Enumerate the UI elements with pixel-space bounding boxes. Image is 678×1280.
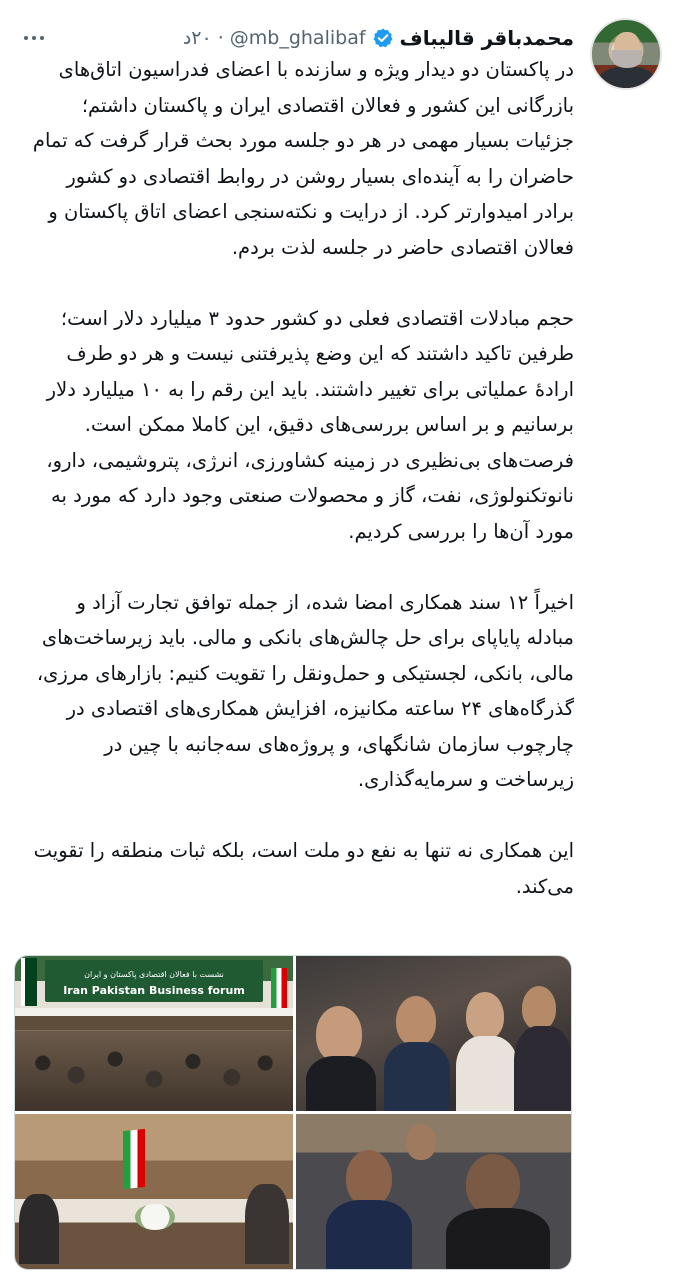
handle[interactable]: @mb_ghalibaf bbox=[229, 27, 366, 49]
flower-centerpiece bbox=[135, 1204, 175, 1230]
user-info bbox=[183, 26, 574, 50]
pakistan-flag bbox=[21, 958, 37, 1006]
tweet-paragraph-4: این همکاری نه تنها به نفع دو ملت است، بلکه ثبات منطقه را تقویت می‌کند. bbox=[33, 839, 574, 898]
tweet-paragraph-1: در پاکستان دو دیدار ویژه و سازنده با اعضای فدراسیون اتاق‌های بازرگانی این کشور و فعالان اقتصادی ایران و پاکستان داشتم؛ جزئیات بسیار مهمی در هر دو جلسه مورد بحث قرار گرفت که تمام حاضران را به آینده‌ای بسیار روشن در روابط اقتصادی دو کشور برادر امیدوارتر کرد. از درایت و نکته‌سنجی اعضای اتاق پاکستان و فعالان اقتصادی حاضر در جلسه لذت بردم. bbox=[32, 58, 574, 259]
photo-meeting-table[interactable] bbox=[15, 1114, 293, 1269]
iran-flag bbox=[271, 968, 287, 1010]
photo-delegates-closeup[interactable] bbox=[296, 1114, 572, 1269]
media-grid bbox=[14, 955, 572, 1270]
tweet-paragraph-3: اخیراً ۱۲ سند همکاری امضا شده، از جمله توافق تجارت آزاد و مبادله پایاپای برای حل چالش‌های بانکی و مالی. باید زیرساخت‌های مالی، بانکی، لجستیکی و حمل‌ونقل را تقویت کنیم: بازارهای مرزی، گذرگاه‌های ۲۴ ساعته مکانیزه، افزایش همکاری‌های اقتصادی در چارچوب سازمان شانگهای، و پروژه‌های سه‌جانبه با چین در زیرساخت و سرمایه‌گذاری. bbox=[36, 590, 574, 791]
timestamp[interactable]: ۲۰د bbox=[182, 27, 212, 49]
banner-subtitle: Iran Pakistan Business forum bbox=[63, 984, 245, 997]
head-table bbox=[15, 1008, 293, 1016]
avatar[interactable] bbox=[590, 18, 662, 90]
tweet-text bbox=[30, 52, 574, 904]
tweet-paragraph-2: حجم مبادلات اقتصادی فعلی دو کشور حدود ۳ میلیارد دلار است؛ طرفین تاکید داشتند که این وضع پذیرفتنی نیست و هر دو طرف ارادهٔ عملیاتی برای تغییر داشتند. باید این رقم را به ۱۰ میلیارد دلار برسانیم و بر اساس بررسی‌های دقیق، این کاملا ممکن است. فرصت‌های بی‌نظیری در زمینه کشاورزی، انرژی، پتروشیمی، دارو، نانوتکنولوژی، نفت، گاز و محصولات صنعتی وجود دارد که مورد به مورد آن‌ها را بررسی کردیم. bbox=[46, 306, 574, 543]
verified-badge-icon bbox=[372, 27, 394, 49]
photo-forum-stage[interactable] bbox=[15, 956, 293, 1111]
separator-dot: · bbox=[217, 27, 224, 49]
more-options-icon[interactable] bbox=[16, 26, 52, 50]
banner-title: نشست با فعالان اقتصادی پاکستان و ایران bbox=[84, 970, 224, 979]
iran-flag bbox=[123, 1129, 145, 1189]
audience bbox=[15, 1031, 293, 1111]
display-name[interactable]: محمدباقر قالیباف bbox=[399, 26, 574, 50]
photo-delegates-headphones[interactable] bbox=[296, 956, 572, 1111]
forum-banner bbox=[45, 960, 263, 1002]
